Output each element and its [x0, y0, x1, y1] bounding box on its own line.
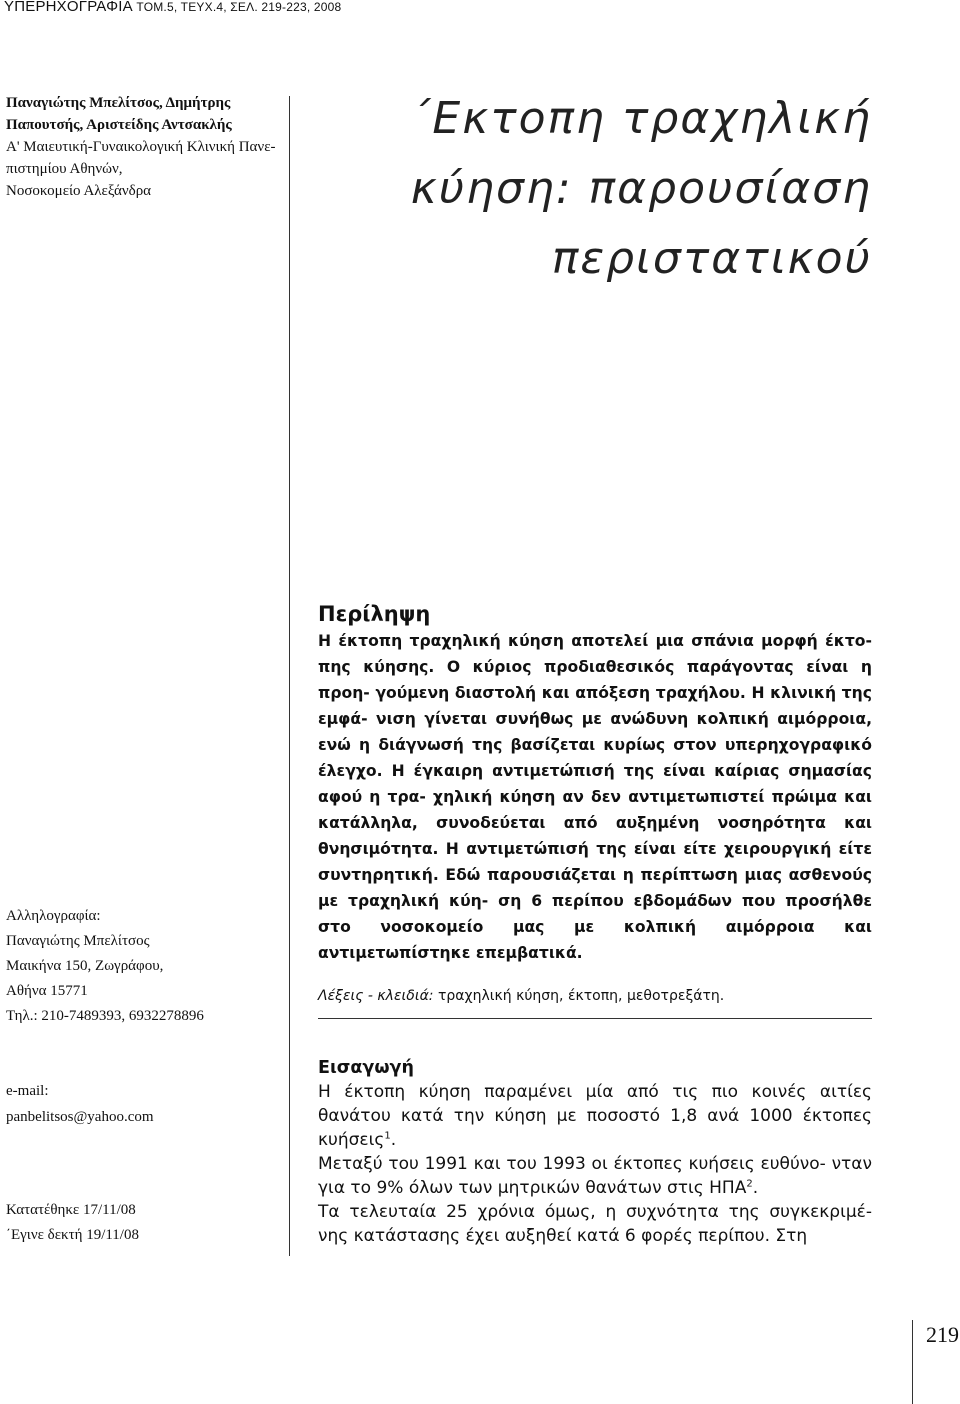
date-accepted: ΄Εγινε δεκτή 19/11/08	[6, 1227, 139, 1243]
affiliation-line-1: Α' Μαιευτική-Γυναικολογική Κλινική Πανε-	[6, 139, 276, 155]
intro-line-end: .	[752, 1178, 759, 1198]
affiliation-line-3: Νοσοκομείο Αλεξάνδρα	[6, 183, 152, 199]
intro-line-end: .	[390, 1130, 397, 1150]
running-header	[4, 0, 341, 15]
column-divider	[289, 96, 290, 1256]
author-line-1: Παναγιώτης Μπελίτσος, Δημήτρης	[6, 95, 231, 111]
abstract-section	[318, 600, 872, 966]
email-label: e-mail:	[6, 1083, 49, 1099]
correspondence-address-2: Αθήνα 15771	[6, 983, 88, 999]
correspondence-block	[6, 904, 282, 1029]
abstract-line: κολπική αιμόρροια και αντιμετωπίστηκε επεμβατικά.	[318, 918, 872, 962]
title-line-1: ΄Εκτοπη τραχηλική	[408, 93, 872, 144]
title-line-2: κύηση: παρουσίαση	[410, 163, 872, 214]
introduction-heading: Εισαγωγή	[318, 1058, 414, 1078]
abstract-line: παρουσιάζεται η περίπτωση μιας ασθενούς με τραχηλική κύη-	[318, 866, 873, 910]
abstract-line: διάγνωσή της βασίζεται κυρίως στον υπερηχογραφικό έλεγχο. Η	[318, 736, 873, 780]
author-block	[6, 92, 282, 202]
correspondence-label: Αλληλογραφία:	[6, 908, 101, 924]
date-submitted: Κατατέθηκε 17/11/08	[6, 1202, 136, 1218]
journal-name: ΥΠΕΡΗΧΟΓΡΑΦΙΑ	[4, 0, 132, 15]
abstract-line: Η έκτοπη τραχηλική κύηση αποτελεί μια σπάνια μορφή έκτο-	[318, 632, 872, 650]
keywords-text: τραχηλική κύηση, έκτοπη, μεθοτρεξάτη.	[433, 988, 725, 1004]
abstract-line: νιση γίνεται συνήθως με ανώδυνη κολπική αιμόρροια, ενώ η	[318, 710, 873, 754]
correspondence-phone: Τηλ.: 210-7489393, 6932278896	[6, 1008, 204, 1024]
email-address[interactable]: panbelitsos@yahoo.com	[6, 1109, 154, 1125]
abstract-line: αντιμετώπισή της είναι είτε χειρουργική είτε συντηρητική. Εδώ	[318, 840, 873, 884]
intro-line: Η έκτοπη κύηση παραμένει μία από τις πιο κοινές αιτίες	[318, 1082, 872, 1102]
title-line-3: περιστατικού	[551, 233, 872, 284]
email-block	[6, 1078, 282, 1130]
intro-line: θανάτου κατά την κύηση με ποσοστό 1,8 ανά 1000 έκτοπες	[318, 1106, 872, 1126]
correspondence-name: Παναγιώτης Μπελίτσος	[6, 933, 150, 949]
abstract-line: γούμενη διαστολή και απόξεση τραχήλου. Η κλινική της εμφά-	[318, 684, 872, 728]
section-divider	[318, 1018, 872, 1019]
volume-info: ΤΟΜ.5, ΤΕΥΧ.4, ΣΕΛ. 219-223, 2008	[136, 0, 342, 14]
abstract-line: πης κύησης. Ο κύριος προδιαθεσικός παράγοντας είναι η προη-	[318, 658, 872, 702]
affiliation-line-2: πιστημίου Αθηνών,	[6, 161, 123, 177]
dates-block	[6, 1198, 282, 1248]
page-number-rule	[912, 1320, 913, 1404]
intro-line: νης κατάστασης έχει αυξηθεί κατά 6 φορές περίπου. Στη	[318, 1226, 808, 1246]
intro-line: κυήσεις	[318, 1130, 385, 1150]
introduction-body	[318, 1080, 872, 1248]
introduction-section	[318, 1056, 872, 1248]
abstract-line: έγκαιρη αντιμετώπισή της είναι καίριας σημασίας αφού η τρα-	[318, 762, 872, 806]
intro-line: Τα τελευταία 25 χρόνια όμως, η συχνότητα της συγκεκριμέ-	[318, 1202, 872, 1222]
reference-1: 1	[384, 1130, 391, 1142]
abstract-line: ση 6 περίπου εβδομάδων που προσήλθε στο νοσοκομείο μας με	[318, 892, 872, 936]
keywords-label: Λέξεις - κλειδιά:	[318, 988, 434, 1004]
correspondence-address-1: Μαικήνα 150, Ζωγράφου,	[6, 958, 164, 974]
intro-line: νταν για το 9% όλων των μητρικών θανάτων στις ΗΠΑ	[318, 1154, 872, 1198]
abstract-heading: Περίληψη	[318, 602, 431, 626]
keywords	[318, 985, 878, 1007]
author-line-2: Παπουτσής, Αριστείδης Αντσακλής	[6, 117, 232, 133]
intro-line: Μεταξύ του 1991 και του 1993 οι έκτοπες κυήσεις ευθύνο-	[318, 1154, 826, 1174]
reference-2: 2	[746, 1178, 753, 1190]
abstract-line: συνοδεύεται από αυξημένη νοσηρότητα και θνησιμότητα. Η	[318, 814, 872, 858]
abstract-body	[318, 628, 872, 966]
page-number: 219	[926, 1322, 959, 1347]
article-title	[300, 84, 872, 294]
abstract-line: χηλική κύηση αν δεν αντιμετωπιστεί πρώιμα και κατάλληλα,	[318, 788, 872, 832]
